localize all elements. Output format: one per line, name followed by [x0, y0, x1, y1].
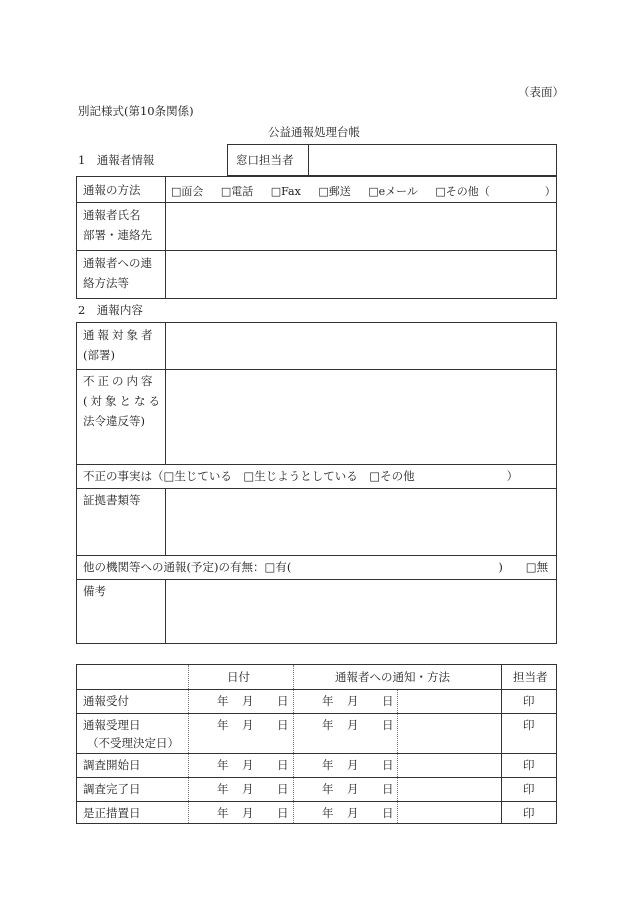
row-date-month[interactable]: 月	[242, 758, 254, 772]
contact-label-line1: 通報者への連	[83, 256, 152, 270]
report-content-table	[76, 322, 557, 644]
row-notify-month[interactable]: 月	[347, 758, 359, 772]
content-label-line2: (対象となる	[83, 394, 163, 408]
row-notify-day[interactable]: 日	[382, 806, 394, 820]
header-date: 日付	[227, 670, 250, 684]
method-options	[171, 183, 556, 199]
section2-heading: 2 通報内容	[78, 303, 143, 317]
row-notify-day[interactable]: 日	[382, 758, 394, 772]
method-option-fax[interactable]: □Fax	[270, 185, 301, 198]
name-label-line2: 部署・連絡先	[83, 228, 152, 242]
row-seal[interactable]: 印	[523, 758, 535, 772]
fact-line[interactable]: 不正の事実は（□生じている □生じようとしている □その他 ）	[83, 469, 519, 483]
row-seal[interactable]: 印	[523, 694, 535, 708]
window-officer-label: 窓口担当者	[236, 153, 294, 167]
row-date-month[interactable]: 月	[242, 806, 254, 820]
name-label-line1: 通報者氏名	[83, 208, 141, 222]
row-notify-month[interactable]: 月	[347, 718, 359, 732]
window-officer-field[interactable]	[310, 146, 554, 174]
reporter-info-table	[76, 176, 557, 299]
row-seal[interactable]: 印	[523, 718, 535, 732]
row-date-day[interactable]: 日	[277, 694, 289, 708]
row-label: 通報受付	[83, 694, 129, 708]
method-option-meeting[interactable]: □面会	[171, 185, 204, 198]
row-notify-year[interactable]: 年	[322, 718, 334, 732]
row-notify-day[interactable]: 日	[382, 694, 394, 708]
row-notify-year[interactable]: 年	[322, 758, 334, 772]
header-notify: 通報者への通知・方法	[335, 670, 450, 684]
row-label: 調査完了日	[83, 782, 141, 796]
row-date-month[interactable]: 月	[242, 718, 254, 732]
row-date-day[interactable]: 日	[277, 782, 289, 796]
row-date-year[interactable]: 年	[217, 694, 229, 708]
content-label-line1: 不正の内容	[83, 374, 156, 388]
target-label-line1: 通報対象者	[83, 328, 156, 342]
row-notify-day[interactable]: 日	[382, 782, 394, 796]
row-date-month[interactable]: 月	[242, 694, 254, 708]
row-date-year[interactable]: 年	[217, 758, 229, 772]
contact-field[interactable]	[167, 252, 553, 296]
row-notify-month[interactable]: 月	[347, 694, 359, 708]
row-seal[interactable]: 印	[523, 806, 535, 820]
target-label-line2: (部署)	[83, 348, 115, 362]
row-date-day[interactable]: 日	[277, 718, 289, 732]
content-label-line3: 法令違反等)	[83, 414, 145, 428]
row-date-day[interactable]: 日	[277, 806, 289, 820]
row-seal[interactable]: 印	[523, 782, 535, 796]
row-date-month[interactable]: 月	[242, 782, 254, 796]
row-notify-month[interactable]: 月	[347, 782, 359, 796]
other-org-line[interactable]: 他の機関等への通報(予定)の有無：□有( ) □無	[83, 560, 549, 574]
evidence-label: 証拠書類等	[83, 493, 141, 507]
processing-log-table	[76, 664, 557, 824]
section1-heading: 1 通報者情報	[78, 153, 155, 167]
evidence-field[interactable]	[167, 490, 553, 553]
form-number: 別記様式(第10条関係)	[78, 104, 194, 118]
row-notify-year[interactable]: 年	[322, 694, 334, 708]
method-option-other[interactable]: □その他（ ）	[435, 185, 556, 198]
page-title: 公益通報処理台帳	[268, 125, 360, 139]
remarks-label: 備考	[83, 584, 106, 598]
window-officer-box	[227, 144, 557, 176]
target-field[interactable]	[167, 324, 553, 367]
row-notify-year[interactable]: 年	[322, 782, 334, 796]
row-label: 調査開始日	[83, 758, 141, 772]
name-field[interactable]	[167, 204, 553, 248]
method-option-mail[interactable]: □郵送	[318, 185, 351, 198]
remarks-field[interactable]	[167, 581, 553, 641]
row-label: 通報受理日	[83, 718, 141, 732]
method-label: 通報の方法	[83, 183, 141, 197]
content-field[interactable]	[167, 371, 553, 462]
row-date-year[interactable]: 年	[217, 718, 229, 732]
method-option-phone[interactable]: □電話	[220, 185, 254, 198]
row-sublabel: （不受理決定日）	[87, 736, 179, 750]
contact-label-line2: 絡方法等	[83, 276, 129, 290]
row-date-year[interactable]: 年	[217, 782, 229, 796]
side-label: （表面）	[518, 85, 564, 99]
header-person: 担当者	[513, 670, 548, 684]
row-date-year[interactable]: 年	[217, 806, 229, 820]
row-label: 是正措置日	[83, 806, 141, 820]
row-date-day[interactable]: 日	[277, 758, 289, 772]
row-notify-day[interactable]: 日	[382, 718, 394, 732]
method-option-email[interactable]: □eメール	[368, 185, 418, 198]
row-notify-month[interactable]: 月	[347, 806, 359, 820]
row-notify-year[interactable]: 年	[322, 806, 334, 820]
